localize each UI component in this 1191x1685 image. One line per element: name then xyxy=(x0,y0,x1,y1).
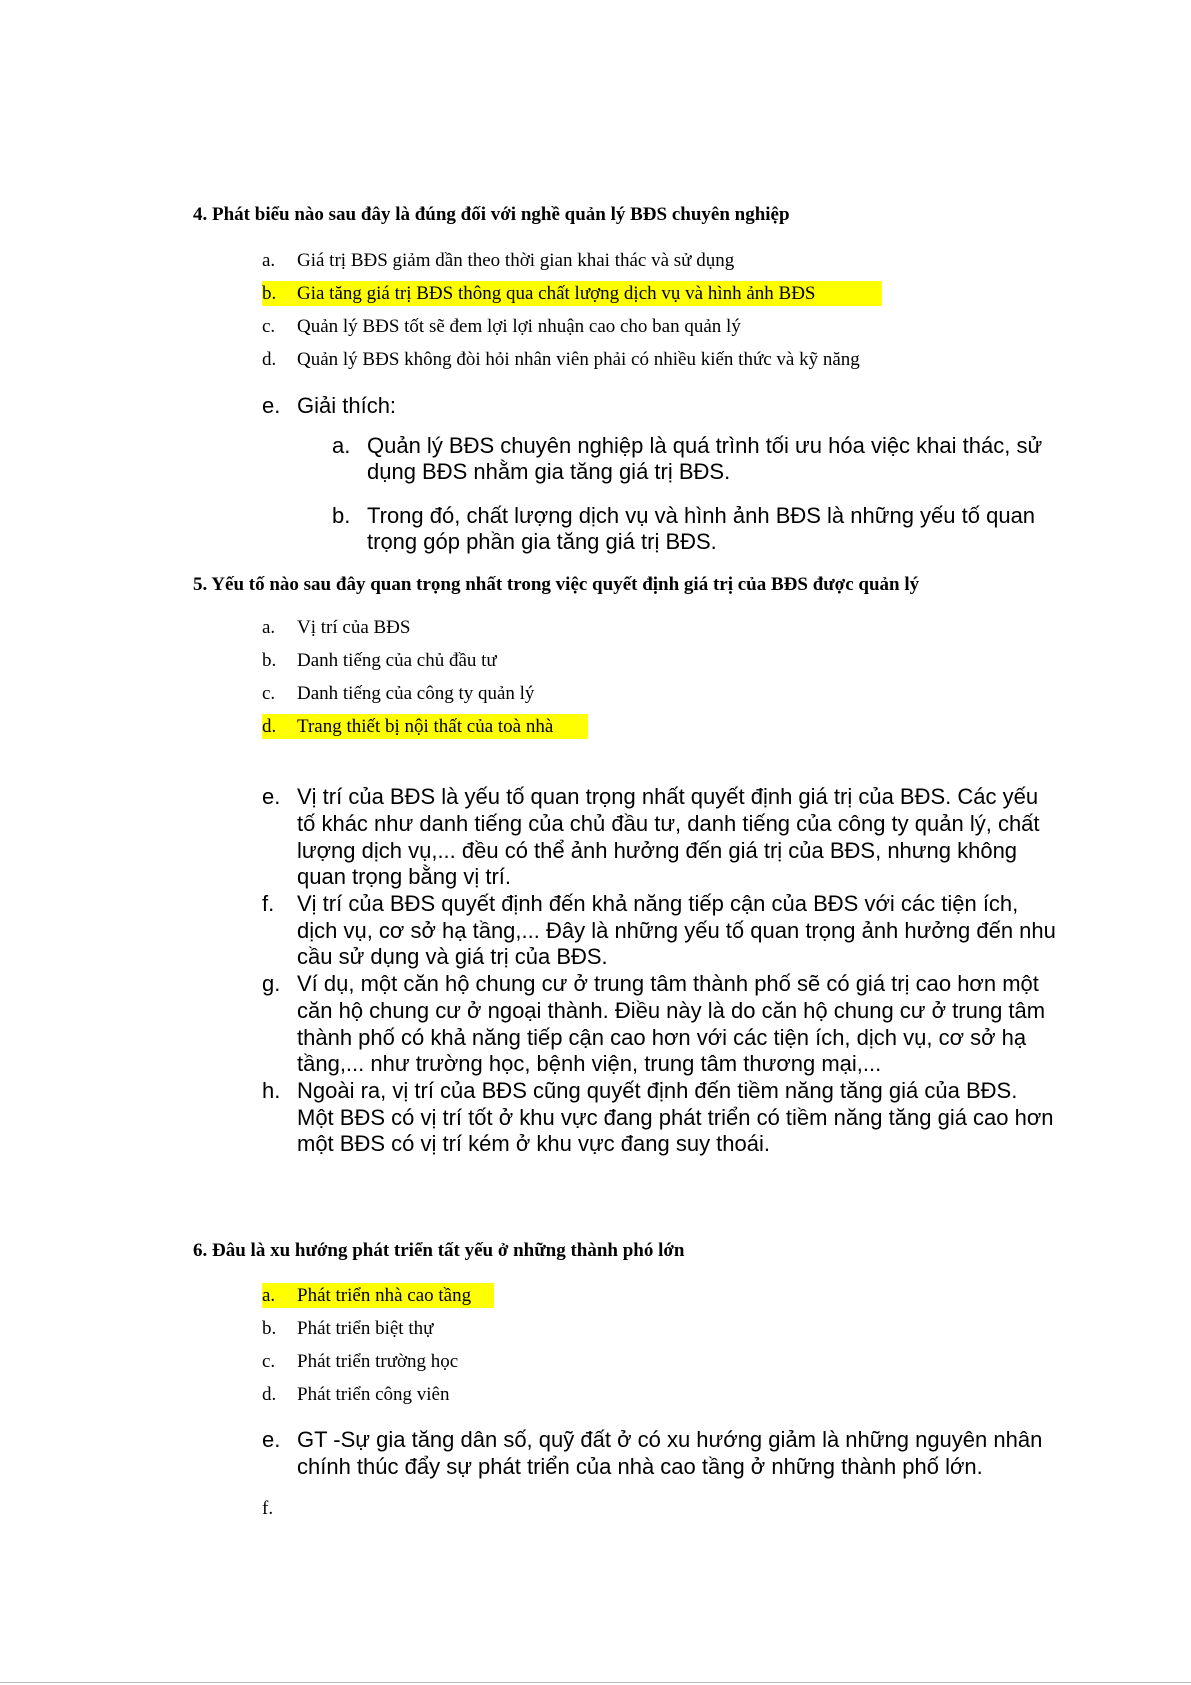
q5-note-f-label: f. xyxy=(262,891,275,916)
q5-note-g-line2: căn hộ chung cư ở ngoại thành. Điều này là do căn hộ chung cư ở trung tâm xyxy=(297,998,1046,1023)
q5-note-e-line3: lượng dịch vụ,... đều có thể ảnh hưởng đến giá trị của BĐS, nhưng không xyxy=(297,838,1018,863)
q6-note-e-line2: chính thúc đẩy sự phát triển của nhà cao tầng ở những thành phố lớn. xyxy=(297,1454,983,1479)
q4-option-d-label: d. xyxy=(262,349,277,370)
q4-option-d-text: Quản lý BĐS không đòi hỏi nhân viên phải có nhiều kiến thức và kỹ năng xyxy=(297,349,860,370)
q5-option-b-label: b. xyxy=(262,650,277,671)
q5-note-g-label: g. xyxy=(262,971,281,996)
q6-note-e-line1: GT -Sự gia tăng dân số, quỹ đất ở có xu hướng giảm là những nguyên nhân xyxy=(297,1427,1043,1452)
q6-option-c-text: Phát triển trường học xyxy=(297,1351,459,1372)
page-bottom-edge xyxy=(0,1682,1191,1683)
q4-explain-label: e. xyxy=(262,393,281,418)
q5-note-e-label: e. xyxy=(262,784,281,809)
q5-option-b-text: Danh tiếng của chủ đầu tư xyxy=(297,650,497,671)
q5-note-f-line2: dịch vụ, cơ sở hạ tầng,... Đây là những yếu tố quan trọng ảnh hưởng đến nhu xyxy=(297,918,1056,943)
q4-point-b-line1: Trong đó, chất lượng dịch vụ và hình ảnh BĐS là những yếu tố quan xyxy=(367,503,1036,528)
q6-option-a-text: Phát triển nhà cao tầng xyxy=(297,1285,472,1306)
q4-option-c-label: c. xyxy=(262,316,276,337)
q4-option-b-label: b. xyxy=(262,283,277,304)
q6-option-d-text: Phát triển công viên xyxy=(297,1384,450,1405)
q6-option-a-label: a. xyxy=(262,1285,276,1306)
q5-note-h-label: h. xyxy=(262,1078,281,1103)
q5-option-d-label: d. xyxy=(262,716,277,737)
question-5-title: 5. Yếu tố nào sau đây quan trọng nhất trong việc quyết định giá trị của BĐS được quản lý xyxy=(193,574,920,595)
q5-note-h-line1: Ngoài ra, vị trí của BĐS cũng quyết định đến tiềm năng tăng giá của BĐS. xyxy=(297,1078,1018,1103)
q6-note-e-label: e. xyxy=(262,1427,281,1452)
q5-note-f-line1: Vị trí của BĐS quyết định đến khả năng tiếp cận của BĐS với các tiện ích, xyxy=(297,891,1019,916)
q6-option-c-label: c. xyxy=(262,1351,276,1372)
q4-point-a-line2: dụng BĐS nhằm gia tăng giá trị BĐS. xyxy=(367,459,731,484)
q4-point-b-line2: trọng góp phần gia tăng giá trị BĐS. xyxy=(367,529,717,554)
q5-note-h-line3: một BĐS có vị trí kém ở khu vực đang suy thoái. xyxy=(297,1131,770,1156)
q5-option-c-text: Danh tiếng của công ty quản lý xyxy=(297,683,535,704)
q4-option-a-label: a. xyxy=(262,250,276,271)
q4-point-a-label: a. xyxy=(332,433,351,458)
q5-note-g-line1: Ví dụ, một căn hộ chung cư ở trung tâm thành phố sẽ có giá trị cao hơn một xyxy=(297,971,1039,996)
q5-note-g-line3: thành phố có khả năng tiếp cận cao hơn với các tiện ích, dịch vụ, cơ sở hạ xyxy=(297,1025,1027,1050)
q5-note-e-line2: tố khác như danh tiếng của chủ đầu tư, danh tiếng của công ty quản lý, chất xyxy=(297,811,1040,836)
q4-option-b-text: Gia tăng giá trị BĐS thông qua chất lượng dịch vụ và hình ảnh BĐS xyxy=(297,283,816,304)
q5-note-h-line2: Một BĐS có vị trí tốt ở khu vực đang phát triển có tiềm năng tăng giá cao hơn xyxy=(297,1105,1054,1130)
q4-point-b-label: b. xyxy=(332,503,351,528)
q6-option-b-label: b. xyxy=(262,1318,277,1339)
question-4-title: 4. Phát biểu nào sau đây là đúng đối với nghề quản lý BĐS chuyên nghiệp xyxy=(193,204,790,225)
q5-note-f-line3: cầu sử dụng và giá trị của BĐS. xyxy=(297,944,608,969)
q5-note-e-line1: Vị trí của BĐS là yếu tố quan trọng nhất quyết định giá trị của BĐS. Các yếu xyxy=(297,784,1039,809)
question-6-title: 6. Đâu là xu hướng phát triển tất yếu ở những thành phó lớn xyxy=(193,1240,685,1261)
q5-option-d-text: Trang thiết bị nội thất của toà nhà xyxy=(297,716,554,737)
q6-trailing-f-label: f. xyxy=(262,1498,274,1519)
q5-note-g-line4: tầng,... như trường học, bệnh viện, trung tâm thương mại,... xyxy=(297,1051,882,1076)
q4-point-a-line1: Quản lý BĐS chuyên nghiệp là quá trình tối ưu hóa việc khai thác, sử xyxy=(367,433,1043,458)
q5-note-e-line4: quan trọng bằng vị trí. xyxy=(297,864,512,889)
q6-option-b-text: Phát triển biệt thự xyxy=(297,1318,434,1339)
q4-option-a-text: Giá trị BĐS giảm dần theo thời gian khai thác và sử dụng xyxy=(297,250,735,271)
q5-option-a-label: a. xyxy=(262,617,276,638)
q5-option-c-label: c. xyxy=(262,683,276,704)
q5-option-a-text: Vị trí của BĐS xyxy=(297,617,411,638)
q4-option-c-text: Quản lý BĐS tốt sẽ đem lợi lợi nhuận cao cho ban quản lý xyxy=(297,316,741,337)
q6-option-d-label: d. xyxy=(262,1384,277,1405)
q4-explain-heading: Giải thích: xyxy=(297,393,397,418)
